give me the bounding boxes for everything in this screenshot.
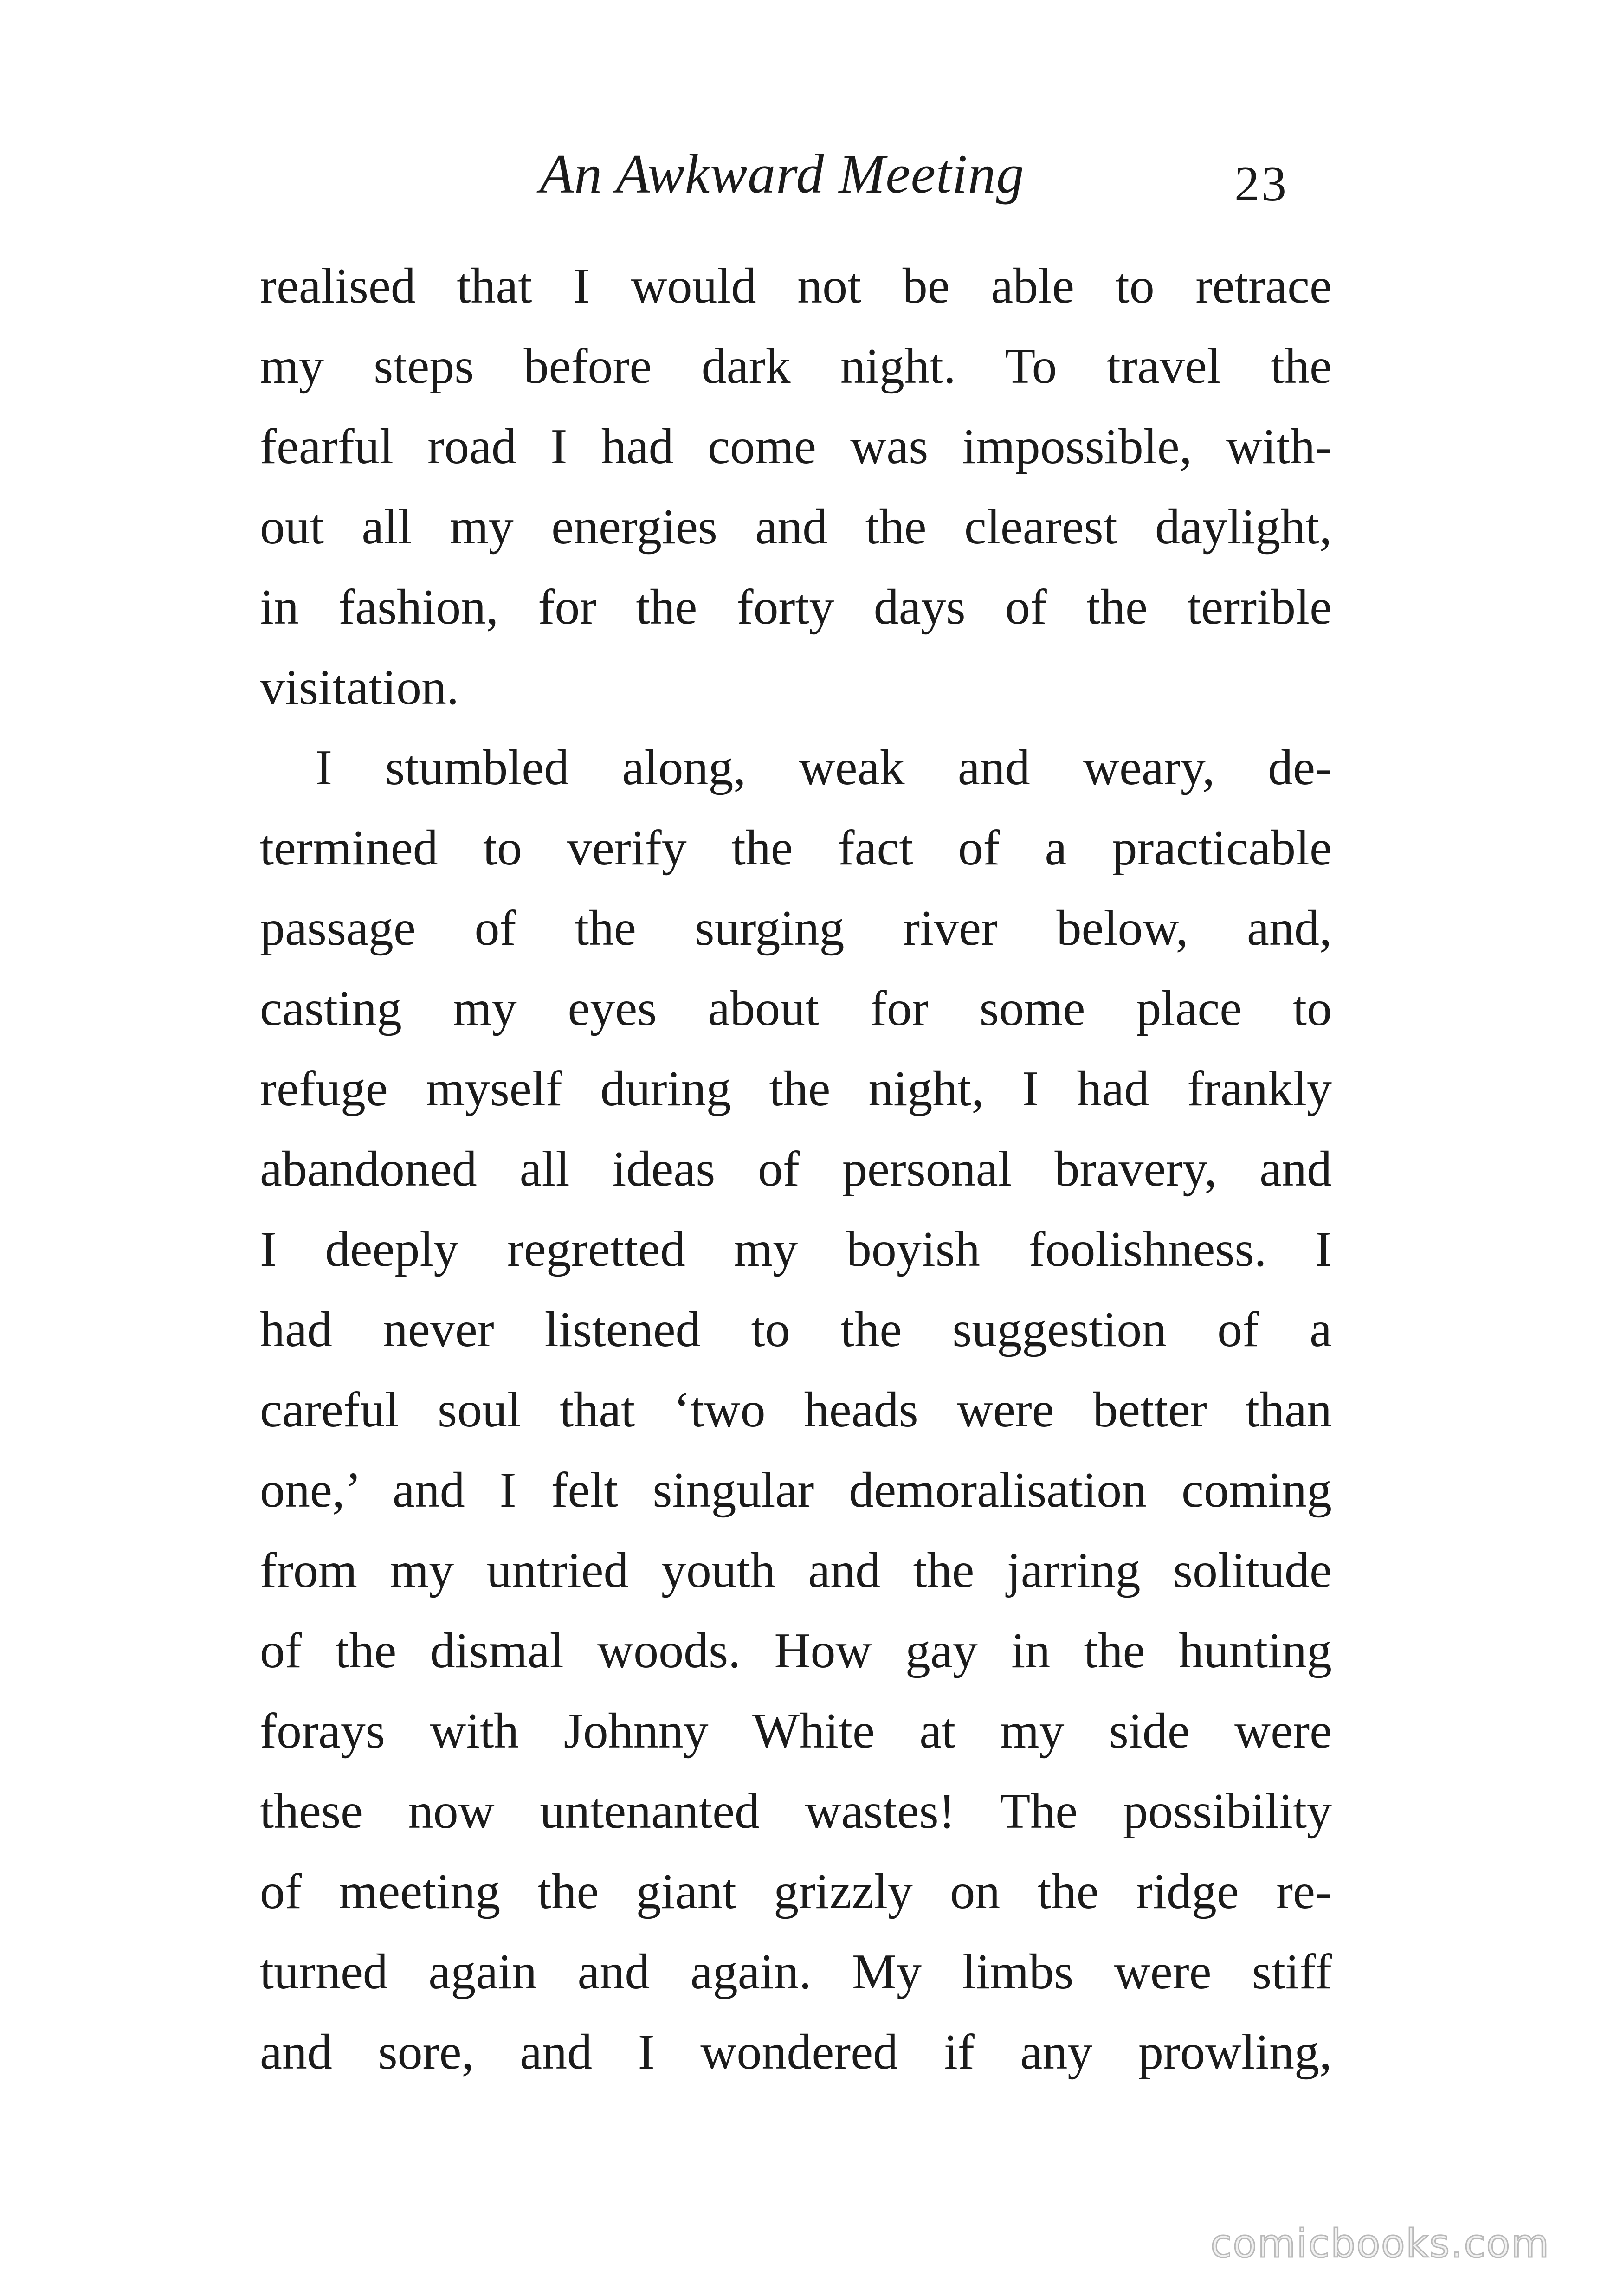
text-line: termined to verify the fact of a practicable	[260, 820, 1332, 876]
text-line: from my untried youth and the jarring solitude	[260, 1543, 1332, 1598]
text-line: I stumbled along, weak and weary, de-	[316, 740, 1332, 795]
text-line: of meeting the giant grizzly on the ridge re-	[260, 1864, 1332, 1919]
text-line: forays with Johnny White at my side were	[260, 1703, 1332, 1759]
text-line: in fashion, for the forty days of the terrible	[260, 580, 1332, 635]
text-line: passage of the surging river below, and,	[260, 901, 1332, 956]
text-line: and sore, and I wondered if any prowling,	[260, 2025, 1332, 2080]
paragraph	[260, 728, 1332, 2092]
text-line: my steps before dark night. To travel the	[260, 339, 1332, 394]
text-line: I deeply regretted my boyish foolishness. I	[260, 1222, 1332, 1277]
text-line: out all my energies and the clearest daylight,	[260, 499, 1332, 555]
text-line: had never listened to the suggestion of a	[260, 1302, 1332, 1357]
text-line: realised that I would not be able to retrace	[260, 258, 1332, 314]
text-line: fearful road I had come was impossible, with-	[260, 419, 1332, 474]
text-line: casting my eyes about for some place to	[260, 981, 1332, 1036]
text-line: careful soul that ‘two heads were better than	[260, 1382, 1332, 1438]
running-head-title: An Awkward Meeting	[540, 143, 1025, 205]
text-line: these now untenanted wastes! The possibility	[260, 1784, 1332, 1839]
watermark-logo: comicbooks.com	[1210, 2221, 1550, 2266]
text-line: refuge myself during the night, I had frankly	[260, 1061, 1332, 1116]
paragraph	[260, 246, 1332, 728]
text-line: of the dismal woods. How gay in the hunting	[260, 1623, 1332, 1678]
text-line: visitation.	[260, 660, 459, 715]
body-text	[260, 246, 1332, 2092]
text-line: abandoned all ideas of personal bravery, and	[260, 1142, 1332, 1197]
text-line: turned again and again. My limbs were stiff	[260, 1944, 1332, 1999]
text-line: one,’ and I felt singular demoralisation coming	[260, 1463, 1332, 1518]
page-number: 23	[1234, 156, 1288, 212]
